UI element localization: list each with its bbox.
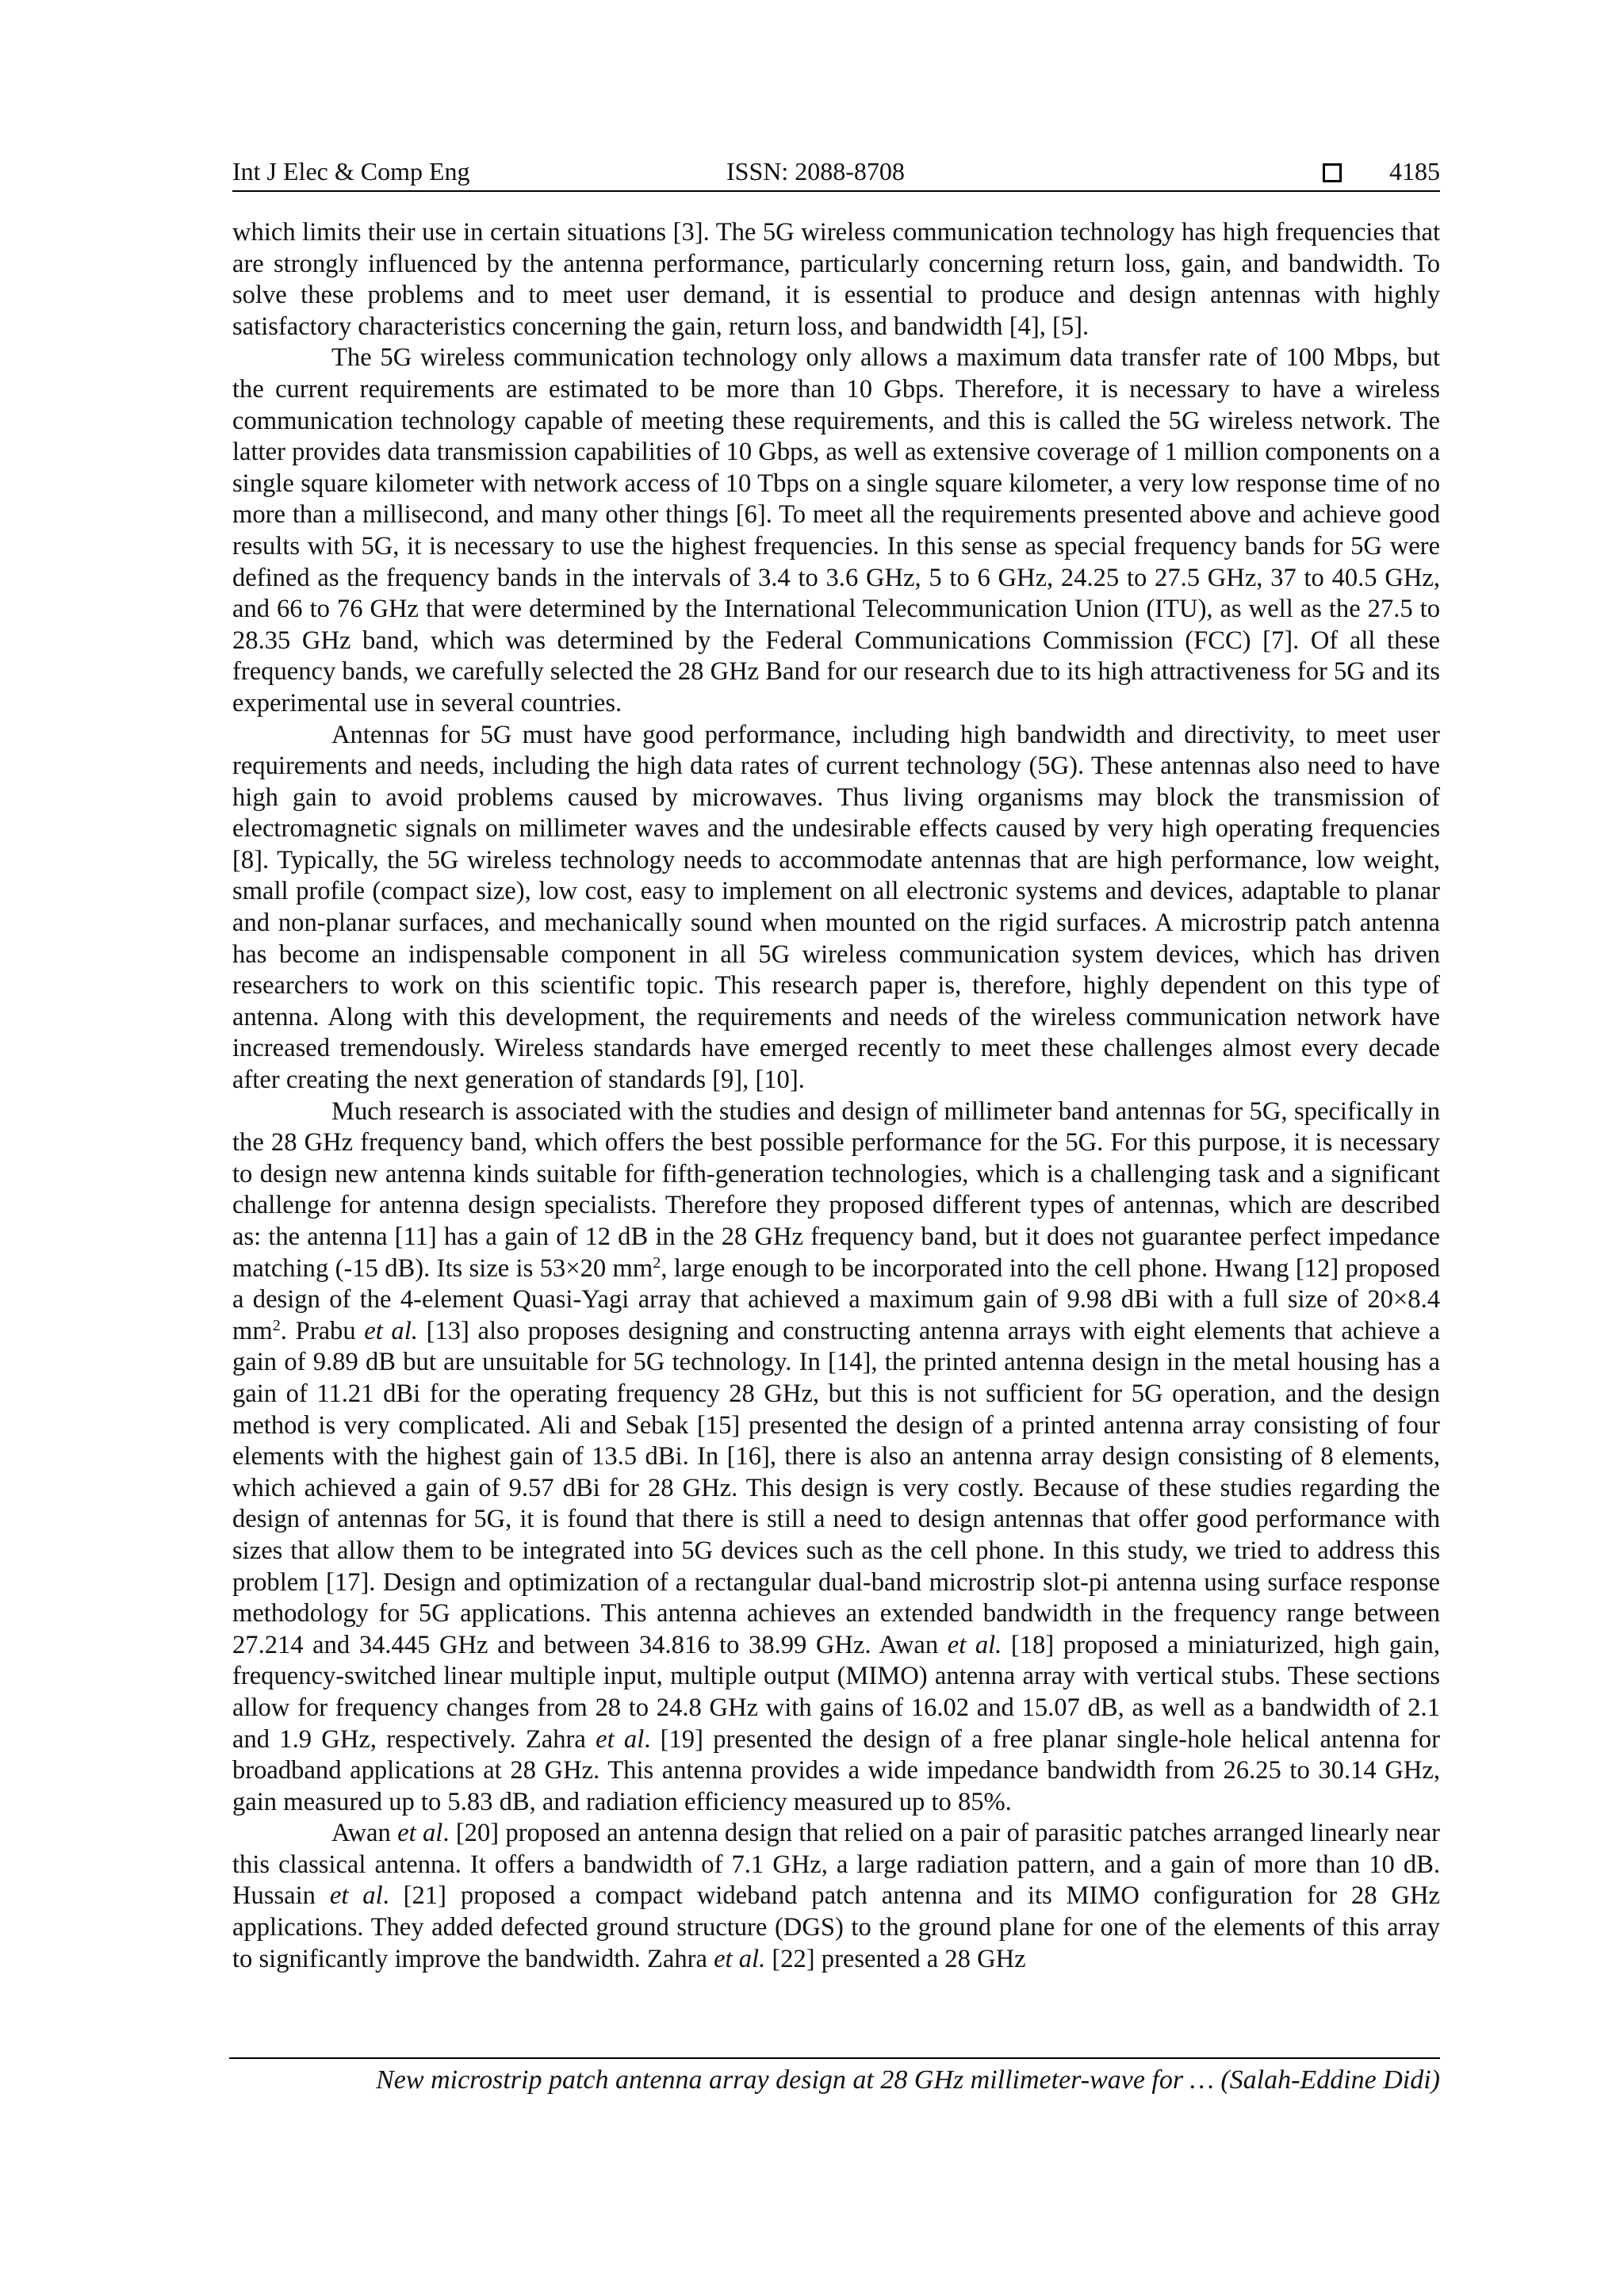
paragraph-3: Antennas for 5G must have good performance, including high bandwidth and directivity, to meet user requirements and needs, including the high data rates of current technology (5G). These antennas also need to have high gain to avoid problems caused by microwaves. Thus living organisms may block the transmission of electromagnetic signals on millimeter waves and the undesirable effects caused by very high operating frequencies [8]. Typically, the 5G wireless technology needs to accommodate antennas that are high performance, low weight, small profile (compact size), low cost, easy to implement on all electronic systems and devices, adaptable to planar and non-planar surfaces, and mechanically sound when mounted on the rigid surfaces. A microstrip patch antenna has become an indispensable component in all 5G wireless communication system devices, which has driven researchers to work on this scientific topic. This research paper is, therefore, highly dependent on this type of antenna. Along with this development, the requirements and needs of the wireless communication network have increased tremendously. Wireless standards have emerged recently to meet these challenges almost every decade after creating the next generation of standards [9], [10].: [232, 720, 1440, 1095]
text-run: . Prabu: [280, 1316, 365, 1345]
superscript: 2: [272, 1316, 281, 1334]
text-run: [13] also proposes designing and constructing antenna arrays with eight elements that achieve a gain of 9.89 dB but are unsuitable for 5G technology. In [14], the printed antenna design in the metal housing has a gain of 11.21 dBi for the operating frequency 28 GHz, but this is not sufficient for 5G operation, and the design method is very complicated. Ali and Sebak [15] presented the design of a printed antenna array consisting of four elements with the highest gain of 13.5 dBi. In [16], there is also an antenna array design consisting of 8 elements, which achieved a gain of 9.57 dBi for 28 GHz. This design is very costly. Because of these studies regarding the design of antennas for 5G, it is found that there is still a need to design antennas that offer good performance with sizes that allow them to be integrated into 5G devices such as the cell phone. In this study, we tried to address this problem [17]. Design and optimization of a rectangular dual-band microstrip slot-pi antenna using surface response methodology for 5G applications. This antenna achieves an extended bandwidth in the frequency range between 27.214 and 34.445 GHz and between 34.816 to 38.99 GHz. Awan: [232, 1316, 1440, 1659]
checkbox-square-icon: [1323, 163, 1342, 182]
italic-et-al: et al: [397, 1819, 443, 1848]
text-run: Much research is associated with the studies and design of millimeter band antennas for 5G, specifically in the 28 GHz frequency band, which offers the best possible performance for the 5G. For this purpose, it is necessary to design new antenna kinds suitable for fifth-generation technologies, which is a challenging task and a significant challenge for antenna design specialists. Therefore they proposed different types of antennas, which are described as: the antenna [11] has a gain of 12 dB in the 28 GHz frequency band, but it does not guarantee perfect impedance matching (-15 dB). Its size is 53×20 mm: [232, 1096, 1440, 1283]
paragraph-1: which limits their use in certain situations [3]. The 5G wireless communication technology has high frequencies that are strongly influenced by the antenna performance, particularly concerning return loss, gain, and bandwidth. To solve these problems and to meet user demand, it is essential to produce and design antennas with highly satisfactory characteristics concerning the gain, return loss, and bandwidth [4], [5].: [232, 218, 1440, 341]
paragraph-4: [232, 1096, 1440, 1819]
body-text: [232, 217, 1440, 1975]
paragraph-5: [232, 1818, 1440, 1975]
italic-et-al: et al: [329, 1881, 383, 1911]
italic-et-al: et al.: [714, 1944, 766, 1973]
text-run: . [19] presented the design of a free planar single-hole helical antenna for broadband applications at 28 GHz. This antenna provides a wide impedance bandwidth from 26.25 to 30.14 GHz, gain measured up to 5.83 dB, and radiation efficiency measured up to 85%.: [232, 1724, 1441, 1816]
text-run: Awan: [331, 1819, 398, 1848]
italic-et-al: et al.: [947, 1630, 1002, 1659]
text-run: . [21] proposed a compact wideband patch antenna and its MIMO configuration for 28 GHz applications. They added defected ground structure (DGS) to the ground plane for one of the elements of this array to significantly improve the bandwidth. Zahra: [232, 1881, 1440, 1973]
italic-et-al: et al: [596, 1724, 645, 1754]
text-run: . [20] proposed an antenna design that relied on a pair of parasitic patches arranged linearly near this classical antenna. It offers a bandwidth of 7.1 GHz, a large radiation pattern, and a gain of more than 10 dB. Hussain: [232, 1819, 1440, 1911]
journal-name: Int J Elec & Comp Eng: [232, 157, 470, 186]
italic-et-al: et al.: [364, 1316, 418, 1345]
text-run: [18] proposed a miniaturized, high gain, frequency-switched linear multiple input, multiple output (MIMO) antenna array with vertical stubs. These sections allow for frequency changes from 28 to 24.8 GHz with gains of 16.02 and 15.07 dB, as well as a bandwidth of 2.1 and 1.9 GHz, respectively. Zahra: [232, 1630, 1440, 1754]
text-run: , large enough to be incorporated into the cell phone. Hwang [12] proposed a design of the 4-element Quasi-Yagi array that achieved a maximum gain of 9.98 dBi with a full size of 20×8.4 mm: [232, 1253, 1440, 1345]
paragraph-2: The 5G wireless communication technology only allows a maximum data transfer rate of 100 Mbps, but the current requirements are estimated to be more than 10 Gbps. Therefore, it is necessary to have a wireless communication technology capable of meeting these requirements, and this is called the 5G wireless network. The latter provides data transmission capabilities of 10 Gbps, as well as extensive coverage of 1 million components on a single square kilometer with network access of 10 Tbps on a single square kilometer, a very low response time of no more than a millisecond, and many other things [6]. To meet all the requirements presented above and achieve good results with 5G, it is necessary to use the highest frequencies. In this sense as special frequency bands for 5G were defined as the frequency bands in the intervals of 3.4 to 3.6 GHz, 5 to 6 GHz, 24.25 to 27.5 GHz, 37 to 40.5 GHz, and 66 to 76 GHz that were determined by the International Telecommunication Union (ITU), as well as the 27.5 to 28.35 GHz band, which was determined by the Federal Communications Commission (FCC) [7]. Of all these frequency bands, we carefully selected the 28 GHz Band for our research due to its high attractiveness for 5G and its experimental use in several countries.: [232, 343, 1440, 718]
text-run: [22] presented a 28 GHz: [765, 1944, 1026, 1973]
page-number-group: [1323, 152, 1440, 190]
running-footer: New microstrip patch antenna array design at 28 GHz millimeter-wave for … (Salah-Eddine Didi): [376, 2065, 1440, 2095]
page-header: [232, 152, 1440, 192]
issn: ISSN: 2088-8708: [726, 157, 905, 186]
footer-divider: [229, 2057, 1440, 2059]
page-number: 4185: [1389, 157, 1440, 186]
superscript: 2: [653, 1253, 661, 1272]
